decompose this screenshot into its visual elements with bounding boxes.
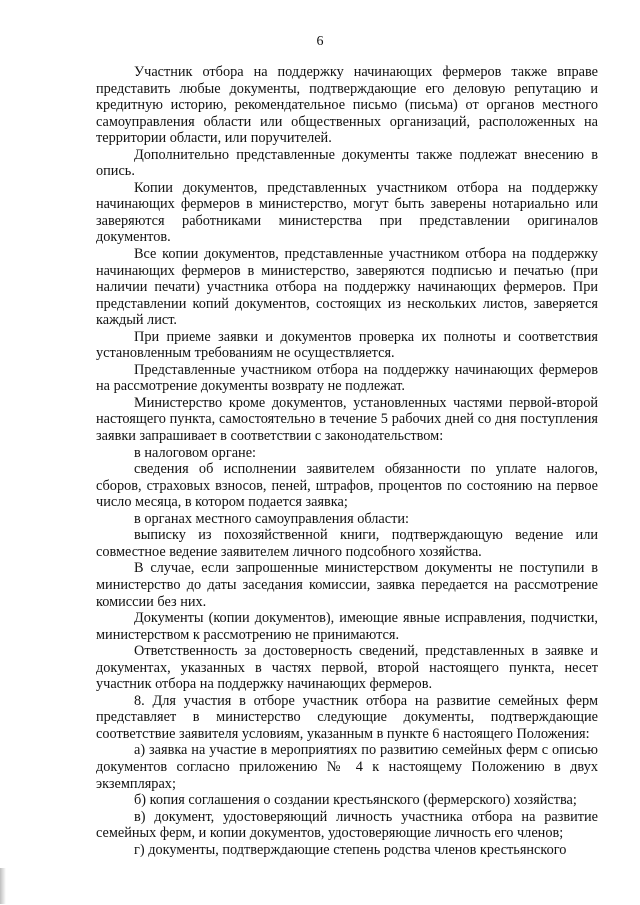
paragraph: Министерство кроме документов, установленных частями первой-второй настоящего пункта, самостоятельно в течение 5 рабочих дней со дня поступления заявки запрашивает в соответствии с законодательством: [96, 394, 598, 445]
paragraph: Документы (копии документов), имеющие явные исправления, подчистки, министерством к рассмотрению не принимаются. [96, 610, 598, 643]
paragraph: выписку из похозяйственной книги, подтверждающую ведение или совместное ведение заявителем личного подсобного хозяйства. [96, 527, 598, 560]
paragraph: в органах местного самоуправления области: [134, 510, 409, 527]
list-item: в) документ, удостоверяющий личность участника отбора на развитие семейных ферм, и копии документов, удостоверяющие личность его членов; [96, 808, 598, 842]
paragraph: в налоговом органе: [134, 444, 257, 461]
scan-edge-shadow [0, 868, 6, 904]
paragraph: При приеме заявки и документов проверка их полноты и соответствия установленным требованиям не осуществляется. [96, 328, 598, 362]
paragraph: Ответственность за достоверность сведений, представленных в заявке и документах, указанных в частях первой, второй настоящего пункта, несет участник отбора на поддержку начинающих фермеров. [96, 643, 598, 693]
paragraph: В случае, если запрошенные министерством документы не поступили в министерство до даты заседания комиссии, заявка передается на рассмотрение комиссии без них. [96, 560, 598, 610]
paragraph: 8. Для участия в отборе участник отбора на развитие семейных ферм представляет в министерство следующие документы, подтверждающие соответствие заявителя условиям, указанным в пункте 6 настоящего Положения: [96, 692, 598, 742]
paragraph: Участник отбора на поддержку начинающих фермеров также вправе представить любые документы, подтверждающие его деловую репутацию и кредитную историю, рекомендательное письмо (письма) от органов местного самоуправления области или общественных организаций, расположенных на территории области, или поручителей. [96, 64, 598, 147]
paragraph: Копии документов, представленных участником отбора на поддержку начинающих фермеров в министерство, могут быть заверены нотариально или заверяются работниками министерства при представлении оригиналов документов. [96, 179, 598, 246]
paragraph: сведения об исполнении заявителем обязанности по уплате налогов, сборов, страховых взносов, пеней, штрафов, процентов по состоянию на первое число месяца, в котором подается заявка; [96, 461, 598, 511]
list-item: г) документы, подтверждающие степень родства членов крестьянского [134, 841, 567, 858]
paragraph: Дополнительно представленные документы также подлежат внесению в опись. [96, 146, 598, 180]
document-body [96, 64, 598, 858]
list-item: б) копия соглашения о создании крестьянского (фермерского) хозяйства; [134, 792, 577, 809]
page-number: 6 [316, 34, 324, 49]
list-item: а) заявка на участие в мероприятиях по развитию семейных ферм с описью документов согласно приложению № 4 к настоящему Положению в двух экземплярах; [96, 742, 598, 792]
paragraph: Все копии документов, представленные участником отбора на поддержку начинающих фермеров в министерство, заверяются подписью и печатью (при наличии печати) участника отбора на поддержку начинающих фермеров. При представлении копий документов, состоящих из нескольких листов, заверяется каждый лист. [96, 246, 598, 329]
paragraph: Представленные участником отбора на поддержку начинающих фермеров на рассмотрение документы возврату не подлежат. [96, 361, 598, 395]
